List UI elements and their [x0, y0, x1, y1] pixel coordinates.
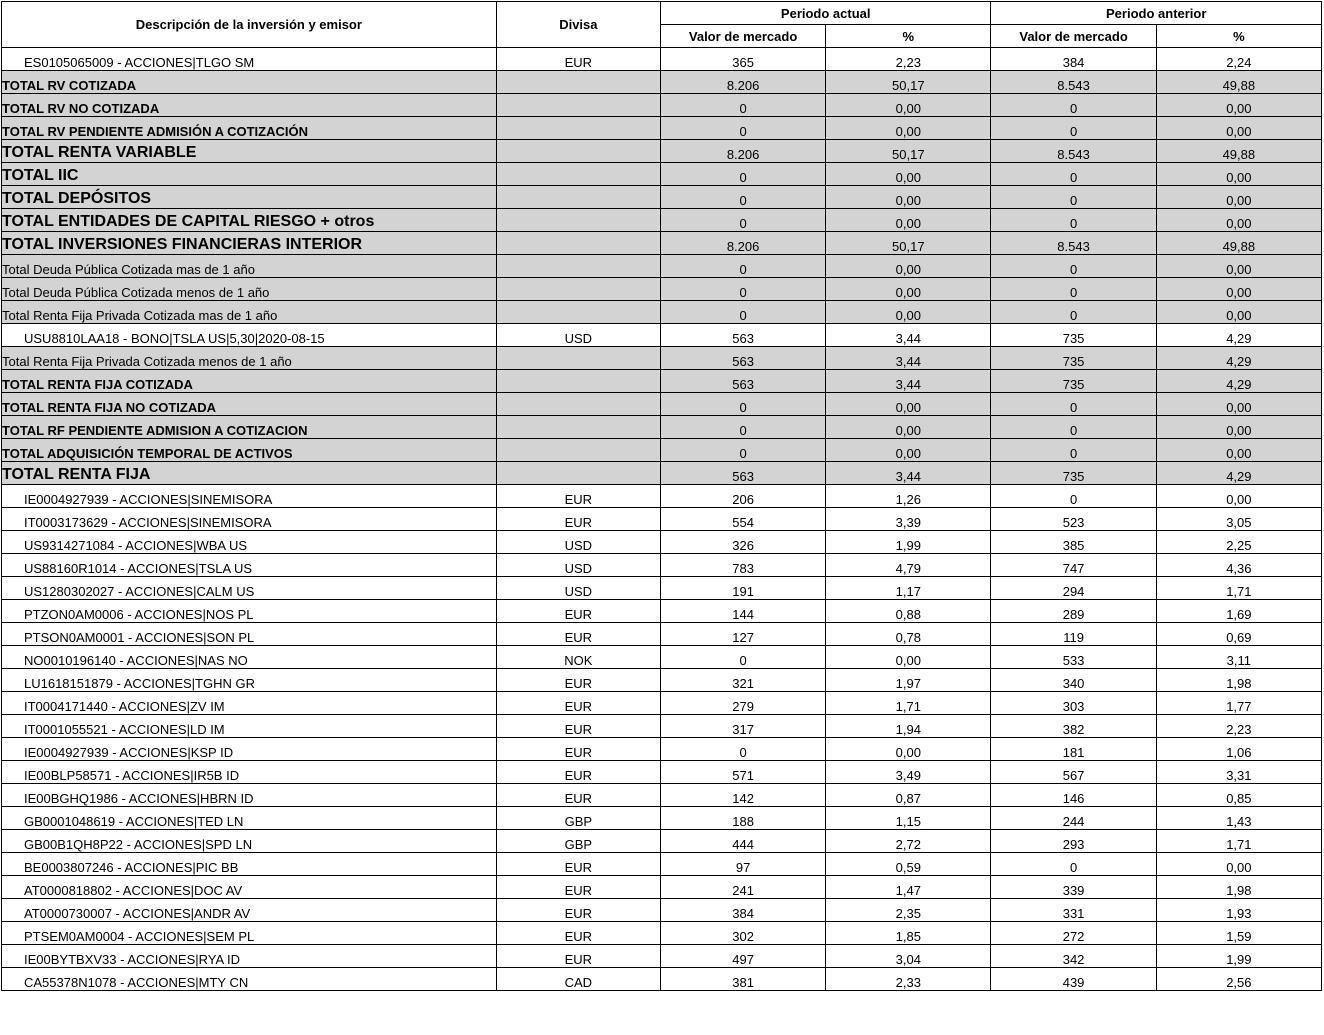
header-current-period: Periodo actual — [660, 2, 990, 25]
current-percent-cell: 1,26 — [826, 485, 991, 508]
total-row — [2, 347, 1322, 370]
previous-percent-cell: 4,29 — [1156, 347, 1321, 370]
previous-percent-cell: 1,98 — [1156, 876, 1321, 899]
current-percent-cell: 3,44 — [826, 324, 991, 347]
description-cell: NO0010196140 - ACCIONES|NAS NO — [2, 646, 497, 669]
description-cell: AT0000818802 - ACCIONES|DOC AV — [2, 876, 497, 899]
currency-cell: EUR — [496, 922, 660, 945]
holding-row — [2, 899, 1322, 922]
description-cell: ES0105065009 - ACCIONES|TLGO SM — [2, 48, 497, 71]
description-cell: IE0004927939 - ACCIONES|KSP ID — [2, 738, 497, 761]
previous-percent-cell: 0,00 — [1156, 439, 1321, 462]
holding-row — [2, 761, 1322, 784]
currency-cell — [496, 393, 660, 416]
current-percent-cell: 1,97 — [826, 669, 991, 692]
holding-row — [2, 807, 1322, 830]
previous-market-value-cell: 747 — [991, 554, 1156, 577]
previous-percent-cell: 1,77 — [1156, 692, 1321, 715]
current-market-value-cell: 142 — [660, 784, 825, 807]
total-row — [2, 71, 1322, 94]
current-percent-cell: 1,17 — [826, 577, 991, 600]
current-market-value-cell: 0 — [660, 738, 825, 761]
current-market-value-cell: 783 — [660, 554, 825, 577]
description-cell: US9314271084 - ACCIONES|WBA US — [2, 531, 497, 554]
holding-row — [2, 784, 1322, 807]
description-cell: TOTAL RENTA FIJA — [2, 462, 497, 485]
description-cell: TOTAL ENTIDADES DE CAPITAL RIESGO + otros — [2, 209, 497, 232]
previous-market-value-cell: 293 — [991, 830, 1156, 853]
current-percent-cell: 50,17 — [826, 232, 991, 255]
description-cell: TOTAL DEPÓSITOS — [2, 186, 497, 209]
current-market-value-cell: 0 — [660, 646, 825, 669]
current-percent-cell: 0,59 — [826, 853, 991, 876]
holding-row — [2, 738, 1322, 761]
current-percent-cell: 1,94 — [826, 715, 991, 738]
previous-percent-cell: 0,00 — [1156, 301, 1321, 324]
currency-cell — [496, 301, 660, 324]
current-market-value-cell: 191 — [660, 577, 825, 600]
holding-row — [2, 324, 1322, 347]
previous-market-value-cell: 0 — [991, 94, 1156, 117]
total-row — [2, 301, 1322, 324]
currency-cell — [496, 416, 660, 439]
currency-cell — [496, 94, 660, 117]
previous-market-value-cell: 0 — [991, 485, 1156, 508]
description-cell: TOTAL RENTA FIJA COTIZADA — [2, 370, 497, 393]
currency-cell — [496, 232, 660, 255]
currency-cell: EUR — [496, 761, 660, 784]
currency-cell — [496, 439, 660, 462]
current-percent-cell: 3,44 — [826, 347, 991, 370]
current-market-value-cell: 8.206 — [660, 232, 825, 255]
previous-percent-cell: 0,00 — [1156, 209, 1321, 232]
currency-cell — [496, 370, 660, 393]
previous-percent-cell: 1,71 — [1156, 577, 1321, 600]
current-percent-cell: 0,00 — [826, 646, 991, 669]
previous-percent-cell: 1,43 — [1156, 807, 1321, 830]
currency-cell — [496, 278, 660, 301]
previous-market-value-cell: 735 — [991, 370, 1156, 393]
current-percent-cell: 0,00 — [826, 416, 991, 439]
current-market-value-cell: 321 — [660, 669, 825, 692]
total-row — [2, 117, 1322, 140]
description-cell: IE00BYTBXV33 - ACCIONES|RYA ID — [2, 945, 497, 968]
previous-market-value-cell: 0 — [991, 393, 1156, 416]
header-previous-market-value: Valor de mercado — [991, 25, 1156, 48]
previous-percent-cell: 0,00 — [1156, 278, 1321, 301]
description-cell: IE00BLP58571 - ACCIONES|IR5B ID — [2, 761, 497, 784]
holding-row — [2, 600, 1322, 623]
previous-market-value-cell: 8.543 — [991, 71, 1156, 94]
previous-market-value-cell: 8.543 — [991, 140, 1156, 163]
description-cell: TOTAL RF PENDIENTE ADMISION A COTIZACION — [2, 416, 497, 439]
description-cell: USU8810LAA18 - BONO|TSLA US|5,30|2020-08-15 — [2, 324, 497, 347]
header-current-percent: % — [826, 25, 991, 48]
currency-cell: USD — [496, 324, 660, 347]
description-cell: Total Deuda Pública Cotizada menos de 1 año — [2, 278, 497, 301]
previous-market-value-cell: 0 — [991, 439, 1156, 462]
header-previous-period: Periodo anterior — [991, 2, 1322, 25]
table-body — [2, 48, 1322, 991]
total-row — [2, 163, 1322, 186]
previous-market-value-cell: 0 — [991, 209, 1156, 232]
description-cell: AT0000730007 - ACCIONES|ANDR AV — [2, 899, 497, 922]
current-percent-cell: 50,17 — [826, 140, 991, 163]
current-market-value-cell: 563 — [660, 462, 825, 485]
previous-market-value-cell: 181 — [991, 738, 1156, 761]
total-row — [2, 94, 1322, 117]
current-percent-cell: 1,15 — [826, 807, 991, 830]
currency-cell: CAD — [496, 968, 660, 991]
current-percent-cell: 1,71 — [826, 692, 991, 715]
current-market-value-cell: 571 — [660, 761, 825, 784]
currency-cell — [496, 140, 660, 163]
holding-row — [2, 485, 1322, 508]
current-percent-cell: 2,33 — [826, 968, 991, 991]
current-percent-cell: 3,49 — [826, 761, 991, 784]
previous-market-value-cell: 382 — [991, 715, 1156, 738]
previous-market-value-cell: 0 — [991, 301, 1156, 324]
current-market-value-cell: 0 — [660, 439, 825, 462]
previous-percent-cell: 0,85 — [1156, 784, 1321, 807]
currency-cell: NOK — [496, 646, 660, 669]
header-currency: Divisa — [496, 2, 660, 48]
currency-cell: EUR — [496, 623, 660, 646]
holding-row — [2, 646, 1322, 669]
currency-cell — [496, 255, 660, 278]
description-cell: LU1618151879 - ACCIONES|TGHN GR — [2, 669, 497, 692]
current-percent-cell: 0,00 — [826, 186, 991, 209]
holding-row — [2, 623, 1322, 646]
holding-row — [2, 922, 1322, 945]
previous-market-value-cell: 0 — [991, 853, 1156, 876]
description-cell: IE0004927939 - ACCIONES|SINEMISORA — [2, 485, 497, 508]
total-row — [2, 416, 1322, 439]
current-market-value-cell: 365 — [660, 48, 825, 71]
previous-market-value-cell: 735 — [991, 347, 1156, 370]
currency-cell: EUR — [496, 669, 660, 692]
previous-market-value-cell: 289 — [991, 600, 1156, 623]
current-market-value-cell: 326 — [660, 531, 825, 554]
previous-percent-cell: 4,29 — [1156, 370, 1321, 393]
holding-row — [2, 968, 1322, 991]
currency-cell — [496, 117, 660, 140]
description-cell: GB0001048619 - ACCIONES|TED LN — [2, 807, 497, 830]
current-percent-cell: 3,04 — [826, 945, 991, 968]
current-market-value-cell: 279 — [660, 692, 825, 715]
description-cell: US1280302027 - ACCIONES|CALM US — [2, 577, 497, 600]
current-market-value-cell: 206 — [660, 485, 825, 508]
description-cell: TOTAL RV NO COTIZADA — [2, 94, 497, 117]
holding-row — [2, 876, 1322, 899]
previous-percent-cell: 2,25 — [1156, 531, 1321, 554]
previous-market-value-cell: 567 — [991, 761, 1156, 784]
description-cell: PTZON0AM0006 - ACCIONES|NOS PL — [2, 600, 497, 623]
currency-cell: EUR — [496, 48, 660, 71]
currency-cell: EUR — [496, 508, 660, 531]
description-cell: GB00B1QH8P22 - ACCIONES|SPD LN — [2, 830, 497, 853]
total-row — [2, 186, 1322, 209]
currency-cell: USD — [496, 554, 660, 577]
current-market-value-cell: 0 — [660, 186, 825, 209]
current-market-value-cell: 381 — [660, 968, 825, 991]
current-percent-cell: 50,17 — [826, 71, 991, 94]
current-market-value-cell: 497 — [660, 945, 825, 968]
holding-row — [2, 830, 1322, 853]
holding-row — [2, 508, 1322, 531]
currency-cell — [496, 209, 660, 232]
currency-cell: GBP — [496, 830, 660, 853]
current-market-value-cell: 0 — [660, 278, 825, 301]
previous-market-value-cell: 523 — [991, 508, 1156, 531]
current-percent-cell: 0,00 — [826, 117, 991, 140]
currency-cell: EUR — [496, 899, 660, 922]
previous-market-value-cell: 0 — [991, 186, 1156, 209]
current-market-value-cell: 0 — [660, 416, 825, 439]
previous-percent-cell: 1,69 — [1156, 600, 1321, 623]
description-cell: PTSON0AM0001 - ACCIONES|SON PL — [2, 623, 497, 646]
previous-market-value-cell: 384 — [991, 48, 1156, 71]
current-percent-cell: 3,39 — [826, 508, 991, 531]
currency-cell: EUR — [496, 738, 660, 761]
previous-market-value-cell: 244 — [991, 807, 1156, 830]
current-market-value-cell: 188 — [660, 807, 825, 830]
previous-percent-cell: 0,00 — [1156, 853, 1321, 876]
current-market-value-cell: 8.206 — [660, 71, 825, 94]
current-percent-cell: 1,99 — [826, 531, 991, 554]
previous-percent-cell: 3,31 — [1156, 761, 1321, 784]
previous-percent-cell: 4,36 — [1156, 554, 1321, 577]
currency-cell: USD — [496, 577, 660, 600]
total-row — [2, 278, 1322, 301]
currency-cell — [496, 186, 660, 209]
description-cell: IT0003173629 - ACCIONES|SINEMISORA — [2, 508, 497, 531]
previous-market-value-cell: 339 — [991, 876, 1156, 899]
currency-cell — [496, 347, 660, 370]
current-market-value-cell: 563 — [660, 347, 825, 370]
current-market-value-cell: 444 — [660, 830, 825, 853]
total-row — [2, 393, 1322, 416]
description-cell: TOTAL RV PENDIENTE ADMISIÓN A COTIZACIÓN — [2, 117, 497, 140]
previous-market-value-cell: 439 — [991, 968, 1156, 991]
currency-cell: EUR — [496, 715, 660, 738]
current-percent-cell: 0,00 — [826, 738, 991, 761]
previous-percent-cell: 1,59 — [1156, 922, 1321, 945]
current-percent-cell: 2,35 — [826, 899, 991, 922]
currency-cell: EUR — [496, 485, 660, 508]
total-row — [2, 370, 1322, 393]
current-market-value-cell: 97 — [660, 853, 825, 876]
previous-market-value-cell: 0 — [991, 163, 1156, 186]
description-cell: US88160R1014 - ACCIONES|TSLA US — [2, 554, 497, 577]
description-cell: TOTAL IIC — [2, 163, 497, 186]
current-market-value-cell: 0 — [660, 393, 825, 416]
total-row — [2, 255, 1322, 278]
previous-market-value-cell: 331 — [991, 899, 1156, 922]
current-percent-cell: 1,85 — [826, 922, 991, 945]
header-previous-percent: % — [1156, 25, 1321, 48]
previous-percent-cell: 1,06 — [1156, 738, 1321, 761]
current-percent-cell: 3,44 — [826, 462, 991, 485]
previous-percent-cell: 1,93 — [1156, 899, 1321, 922]
previous-percent-cell: 2,56 — [1156, 968, 1321, 991]
current-market-value-cell: 241 — [660, 876, 825, 899]
description-cell: PTSEM0AM0004 - ACCIONES|SEM PL — [2, 922, 497, 945]
current-percent-cell: 0,00 — [826, 94, 991, 117]
current-market-value-cell: 563 — [660, 324, 825, 347]
current-percent-cell: 3,44 — [826, 370, 991, 393]
current-percent-cell: 0,00 — [826, 278, 991, 301]
previous-market-value-cell: 0 — [991, 278, 1156, 301]
current-market-value-cell: 0 — [660, 209, 825, 232]
previous-percent-cell: 0,00 — [1156, 163, 1321, 186]
holding-row — [2, 48, 1322, 71]
previous-market-value-cell: 340 — [991, 669, 1156, 692]
total-row — [2, 232, 1322, 255]
previous-percent-cell: 49,88 — [1156, 232, 1321, 255]
holding-row — [2, 669, 1322, 692]
previous-market-value-cell: 119 — [991, 623, 1156, 646]
description-cell: Total Renta Fija Privada Cotizada menos de 1 año — [2, 347, 497, 370]
previous-percent-cell: 3,11 — [1156, 646, 1321, 669]
previous-percent-cell: 49,88 — [1156, 140, 1321, 163]
currency-cell: EUR — [496, 692, 660, 715]
holding-row — [2, 554, 1322, 577]
currency-cell — [496, 71, 660, 94]
description-cell: TOTAL RV COTIZADA — [2, 71, 497, 94]
currency-cell — [496, 163, 660, 186]
description-cell: Total Renta Fija Privada Cotizada mas de 1 año — [2, 301, 497, 324]
previous-percent-cell: 4,29 — [1156, 324, 1321, 347]
current-percent-cell: 0,78 — [826, 623, 991, 646]
current-percent-cell: 2,72 — [826, 830, 991, 853]
description-cell: IT0001055521 - ACCIONES|LD IM — [2, 715, 497, 738]
current-market-value-cell: 0 — [660, 163, 825, 186]
investment-table — [1, 1, 1322, 991]
previous-percent-cell: 1,71 — [1156, 830, 1321, 853]
previous-market-value-cell: 8.543 — [991, 232, 1156, 255]
current-market-value-cell: 384 — [660, 899, 825, 922]
header-description: Descripción de la inversión y emisor — [2, 2, 497, 48]
previous-market-value-cell: 0 — [991, 255, 1156, 278]
total-row — [2, 209, 1322, 232]
total-row — [2, 439, 1322, 462]
previous-percent-cell: 0,00 — [1156, 416, 1321, 439]
total-row — [2, 140, 1322, 163]
current-market-value-cell: 317 — [660, 715, 825, 738]
current-percent-cell: 0,87 — [826, 784, 991, 807]
previous-percent-cell: 1,98 — [1156, 669, 1321, 692]
currency-cell — [496, 462, 660, 485]
previous-market-value-cell: 0 — [991, 416, 1156, 439]
previous-percent-cell: 49,88 — [1156, 71, 1321, 94]
description-cell: IT0004171440 - ACCIONES|ZV IM — [2, 692, 497, 715]
previous-percent-cell: 4,29 — [1156, 462, 1321, 485]
current-percent-cell: 2,23 — [826, 48, 991, 71]
previous-market-value-cell: 303 — [991, 692, 1156, 715]
previous-percent-cell: 2,24 — [1156, 48, 1321, 71]
previous-percent-cell: 0,00 — [1156, 255, 1321, 278]
previous-percent-cell: 0,00 — [1156, 117, 1321, 140]
previous-market-value-cell: 294 — [991, 577, 1156, 600]
current-percent-cell: 4,79 — [826, 554, 991, 577]
previous-percent-cell: 0,00 — [1156, 485, 1321, 508]
current-market-value-cell: 144 — [660, 600, 825, 623]
previous-percent-cell: 0,69 — [1156, 623, 1321, 646]
header-current-market-value: Valor de mercado — [660, 25, 825, 48]
description-cell: BE0003807246 - ACCIONES|PIC BB — [2, 853, 497, 876]
holding-row — [2, 715, 1322, 738]
currency-cell: USD — [496, 531, 660, 554]
total-row — [2, 462, 1322, 485]
previous-market-value-cell: 533 — [991, 646, 1156, 669]
previous-percent-cell: 2,23 — [1156, 715, 1321, 738]
current-market-value-cell: 8.206 — [660, 140, 825, 163]
previous-market-value-cell: 385 — [991, 531, 1156, 554]
currency-cell: EUR — [496, 876, 660, 899]
previous-market-value-cell: 272 — [991, 922, 1156, 945]
currency-cell: EUR — [496, 600, 660, 623]
description-cell: TOTAL RENTA VARIABLE — [2, 140, 497, 163]
current-percent-cell: 0,00 — [826, 439, 991, 462]
holding-row — [2, 577, 1322, 600]
current-market-value-cell: 302 — [660, 922, 825, 945]
holding-row — [2, 692, 1322, 715]
holding-row — [2, 531, 1322, 554]
previous-market-value-cell: 735 — [991, 462, 1156, 485]
holding-row — [2, 853, 1322, 876]
currency-cell: EUR — [496, 853, 660, 876]
current-percent-cell: 0,00 — [826, 301, 991, 324]
previous-market-value-cell: 0 — [991, 117, 1156, 140]
holding-row — [2, 945, 1322, 968]
previous-percent-cell: 1,99 — [1156, 945, 1321, 968]
current-market-value-cell: 0 — [660, 255, 825, 278]
currency-cell: GBP — [496, 807, 660, 830]
current-percent-cell: 1,47 — [826, 876, 991, 899]
description-cell: IE00BGHQ1986 - ACCIONES|HBRN ID — [2, 784, 497, 807]
current-market-value-cell: 0 — [660, 301, 825, 324]
current-market-value-cell: 554 — [660, 508, 825, 531]
current-market-value-cell: 127 — [660, 623, 825, 646]
previous-market-value-cell: 735 — [991, 324, 1156, 347]
previous-percent-cell: 3,05 — [1156, 508, 1321, 531]
description-cell: CA55378N1078 - ACCIONES|MTY CN — [2, 968, 497, 991]
currency-cell: EUR — [496, 945, 660, 968]
previous-market-value-cell: 342 — [991, 945, 1156, 968]
current-percent-cell: 0,00 — [826, 393, 991, 416]
description-cell: TOTAL INVERSIONES FINANCIERAS INTERIOR — [2, 232, 497, 255]
description-cell: Total Deuda Pública Cotizada mas de 1 año — [2, 255, 497, 278]
current-market-value-cell: 563 — [660, 370, 825, 393]
description-cell: TOTAL ADQUISICIÓN TEMPORAL DE ACTIVOS — [2, 439, 497, 462]
current-market-value-cell: 0 — [660, 94, 825, 117]
table-header — [2, 2, 1322, 48]
previous-market-value-cell: 146 — [991, 784, 1156, 807]
description-cell: TOTAL RENTA FIJA NO COTIZADA — [2, 393, 497, 416]
current-market-value-cell: 0 — [660, 117, 825, 140]
previous-percent-cell: 0,00 — [1156, 94, 1321, 117]
current-percent-cell: 0,00 — [826, 255, 991, 278]
previous-percent-cell: 0,00 — [1156, 393, 1321, 416]
previous-percent-cell: 0,00 — [1156, 186, 1321, 209]
current-percent-cell: 0,00 — [826, 209, 991, 232]
current-percent-cell: 0,88 — [826, 600, 991, 623]
currency-cell: EUR — [496, 784, 660, 807]
current-percent-cell: 0,00 — [826, 163, 991, 186]
